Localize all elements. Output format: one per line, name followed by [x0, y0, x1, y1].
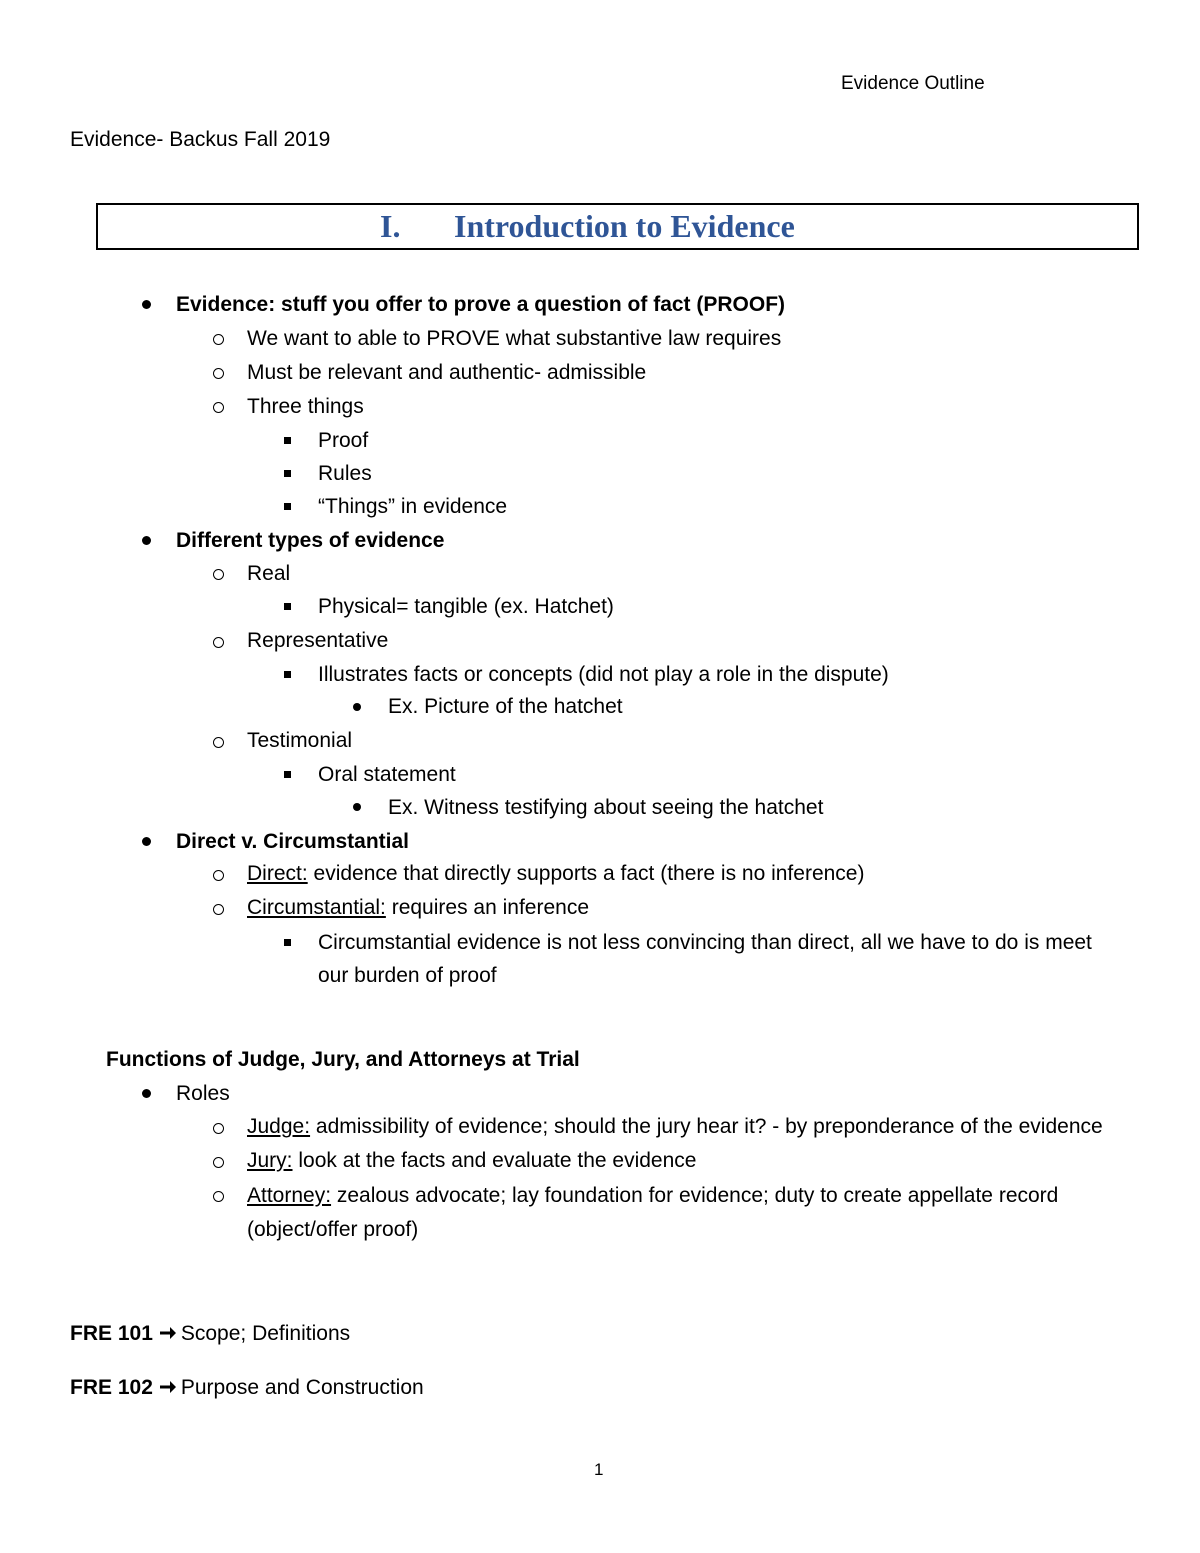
definition-jury: look at the facts and evaluate the evidence	[292, 1149, 697, 1172]
term-attorney: Attorney:	[247, 1184, 332, 1207]
bullet-circle-icon	[213, 904, 224, 915]
rule-line-102	[70, 1375, 424, 1400]
term-direct: Direct:	[247, 862, 308, 885]
list-item: Ex. Witness testifying about seeing the hatchet	[388, 796, 824, 819]
list-item	[247, 1148, 696, 1173]
bullet-square-icon	[284, 939, 291, 946]
definition-judge: admissibility of evidence; should the jury hear it? - by preponderance of the evidence	[310, 1115, 1103, 1138]
list-item: Representative	[247, 629, 389, 652]
bullet-circle-icon	[213, 334, 224, 345]
list-item	[247, 861, 864, 886]
bullet-disc-icon	[142, 536, 151, 545]
list-item: We want to able to PROVE what substantive law requires	[247, 327, 782, 350]
list-item: “Things” in evidence	[318, 495, 508, 518]
list-item	[247, 895, 589, 920]
bullet-disc-icon	[353, 803, 361, 811]
definition-direct: evidence that directly supports a fact (there is no inference)	[307, 862, 865, 885]
bullet-circle-icon	[213, 402, 224, 413]
list-item: Real	[247, 562, 291, 585]
bullet-square-icon	[284, 470, 291, 477]
list-item: Three things	[247, 395, 364, 418]
list-item: Testimonial	[247, 729, 353, 752]
bullet-circle-icon	[213, 870, 224, 881]
outline-evidence-label: Evidence: stuff you offer to prove a question of fact (PROOF)	[176, 293, 786, 316]
bullet-circle-icon	[213, 637, 224, 648]
bullet-square-icon	[284, 603, 291, 610]
page-number: 1	[594, 1460, 604, 1479]
bullet-disc-icon	[142, 1089, 151, 1098]
rule-number: FRE 102	[70, 1376, 153, 1399]
outline-types-label: Different types of evidence	[176, 529, 445, 552]
bullet-circle-icon	[213, 737, 224, 748]
term-jury: Jury:	[247, 1149, 293, 1172]
list-item: Ex. Picture of the hatchet	[388, 695, 623, 718]
list-item: Physical= tangible (ex. Hatchet)	[318, 595, 614, 618]
definition-circumstantial: requires an inference	[385, 896, 589, 919]
list-item: Proof	[318, 429, 369, 452]
list-item	[247, 1114, 1103, 1139]
list-item: Illustrates facts or concepts (did not play a role in the dispute)	[318, 663, 889, 686]
term-circumstantial: Circumstantial:	[247, 896, 386, 919]
bullet-square-icon	[284, 771, 291, 778]
bullet-square-icon	[284, 437, 291, 444]
bullet-circle-icon	[213, 1191, 224, 1202]
bullet-circle-icon	[213, 1157, 224, 1168]
functions-heading: Functions of Judge, Jury, and Attorneys at Trial	[106, 1048, 580, 1071]
bullet-circle-icon	[213, 1123, 224, 1134]
arrow-right-icon	[159, 1325, 177, 1341]
bullet-circle-icon	[213, 569, 224, 580]
list-item: Circumstantial evidence is not less convincing than direct, all we have to do is meet	[318, 931, 1092, 954]
rule-line-101	[70, 1321, 350, 1346]
bullet-circle-icon	[213, 368, 224, 379]
list-item: Roles	[176, 1082, 230, 1105]
bullet-disc-icon	[353, 703, 361, 711]
bullet-square-icon	[284, 671, 291, 678]
list-item	[247, 1183, 1058, 1208]
rule-description: Scope; Definitions	[180, 1322, 351, 1345]
list-item: Oral statement	[318, 763, 456, 786]
section-heading-box	[96, 203, 1139, 250]
list-item-continuation: (object/offer proof)	[247, 1218, 419, 1241]
bullet-disc-icon	[142, 300, 151, 309]
list-item: Rules	[318, 462, 372, 485]
definition-attorney: zealous advocate; lay foundation for evidence; duty to create appellate record	[331, 1184, 1059, 1207]
bullet-disc-icon	[142, 837, 151, 846]
running-header: Evidence Outline	[841, 73, 985, 94]
list-item: Must be relevant and authentic- admissible	[247, 361, 647, 384]
bullet-square-icon	[284, 503, 291, 510]
document-title: Evidence- Backus Fall 2019	[70, 128, 331, 151]
rule-description: Purpose and Construction	[180, 1376, 424, 1399]
arrow-right-icon	[159, 1379, 177, 1395]
section-number: I.	[380, 208, 401, 244]
section-title: Introduction to Evidence	[454, 208, 795, 244]
outline-direct-label: Direct v. Circumstantial	[176, 830, 410, 853]
list-item-continuation: our burden of proof	[318, 964, 497, 987]
rule-number: FRE 101	[70, 1322, 153, 1345]
term-judge: Judge:	[247, 1115, 311, 1138]
